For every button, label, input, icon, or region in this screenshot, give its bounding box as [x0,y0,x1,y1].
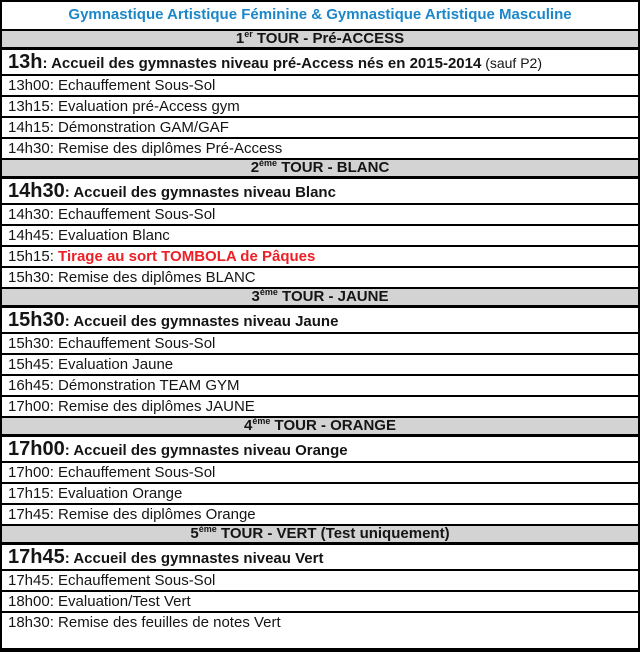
row-text: Remise des diplômes Orange [58,506,256,523]
row-time: 15h15: [8,248,59,265]
row-text: Remise des diplômes BLANC [58,269,256,286]
row-text: Echauffement Sous-Sol [58,572,216,589]
section-title: TOUR - BLANC [277,159,390,176]
accueil-row [2,47,638,74]
table-row [2,611,638,632]
accueil-text: : Accueil des gymnastes niveau Blanc [64,184,336,201]
accueil-row [2,542,638,569]
section-title: TOUR - JAUNE [277,288,389,305]
accueil-text: : Accueil des gymnastes niveau pré-Access nés en 2015-2014 [42,55,482,72]
row-time: 17h00: [8,464,59,481]
ordinal-suffix: ème [259,158,278,168]
row-time: 14h15: [8,119,59,136]
accueil-time: 14h30 [8,180,65,202]
accueil-text: : Accueil des gymnastes niveau Jaune [64,313,339,330]
page-title: Gymnastique Artistique Féminine & Gymnastique Artistique Masculine [68,6,572,23]
ordinal-suffix: ème [198,524,217,534]
accueil-time: 15h30 [8,309,65,331]
accueil-row [2,305,638,332]
accueil-time: 17h45 [8,546,65,568]
table-row [2,590,638,611]
row-text: Evaluation pré-Access gym [58,98,240,115]
table-row [2,332,638,353]
row-time: 17h00: [8,398,59,415]
table-row [2,245,638,266]
table-row [2,266,638,287]
table-row [2,74,638,95]
row-text: Evaluation Orange [58,485,183,502]
row-time: 15h45: [8,356,59,373]
row-text: Echauffement Sous-Sol [58,464,216,481]
section-header [2,524,638,542]
section-header [2,287,638,305]
accueil-row [2,176,638,203]
row-text: Remise des feuilles de notes Vert [58,614,281,631]
section-header [2,416,638,434]
row-text: Echauffement Sous-Sol [58,206,216,223]
accueil-text: : Accueil des gymnastes niveau Vert [64,550,324,567]
section-title: TOUR - ORANGE [270,417,396,434]
row-text: Echauffement Sous-Sol [58,77,216,94]
table-row [2,461,638,482]
row-time: 15h30: [8,269,59,286]
section-number: 2 [250,159,260,176]
table-row [2,95,638,116]
section-title: TOUR - VERT (Test uniquement) [216,525,450,542]
row-text: Evaluation Jaune [58,356,174,373]
row-text: Echauffement Sous-Sol [58,335,216,352]
section-number: 3 [251,288,260,305]
section-header [2,29,638,47]
row-text: Evaluation Blanc [58,227,170,244]
row-time: 17h45: [8,572,59,589]
table-row [2,137,638,158]
row-time: 14h30: [8,206,59,223]
table-row [2,224,638,245]
row-text: Remise des diplômes Pré-Access [58,140,283,157]
section-number: 5 [190,525,199,542]
table-row [2,353,638,374]
table-row [2,374,638,395]
accueil-suffix: (sauf P2) [481,55,543,71]
row-time: 17h45: [8,506,59,523]
section-number: 1 [235,30,245,47]
section-header [2,158,638,176]
accueil-text: : Accueil des gymnastes niveau Orange [64,442,348,459]
row-time: 13h15: [8,98,59,115]
accueil-time: 17h00 [8,438,65,460]
row-time: 15h30: [8,335,59,352]
table-row [2,482,638,503]
ordinal-suffix: ème [252,416,271,426]
accueil-row [2,434,638,461]
row-text: Evaluation/Test Vert [58,593,191,610]
ordinal-suffix: er [244,29,253,39]
table-row [2,203,638,224]
row-time: 17h15: [8,485,59,502]
row-text: Remise des diplômes JAUNE [58,398,255,415]
table-row [2,503,638,524]
row-time: 16h45: [8,377,59,394]
section-title: TOUR - Pré-ACCESS [252,30,405,47]
row-time: 18h00: [8,593,59,610]
row-time: 18h30: [8,614,59,631]
table-row [2,116,638,137]
row-text: Tirage au sort TOMBOLA de Pâques [58,248,316,265]
ordinal-suffix: ème [259,287,278,297]
row-text: Démonstration GAM/GAF [58,119,229,136]
row-text: Démonstration TEAM GYM [58,377,240,394]
table-row [2,395,638,416]
row-time: 14h45: [8,227,59,244]
row-time: 14h30: [8,140,59,157]
table-row [2,569,638,590]
section-number: 4 [244,417,253,434]
accueil-time: 13h [8,51,43,73]
row-time: 13h00: [8,77,59,94]
